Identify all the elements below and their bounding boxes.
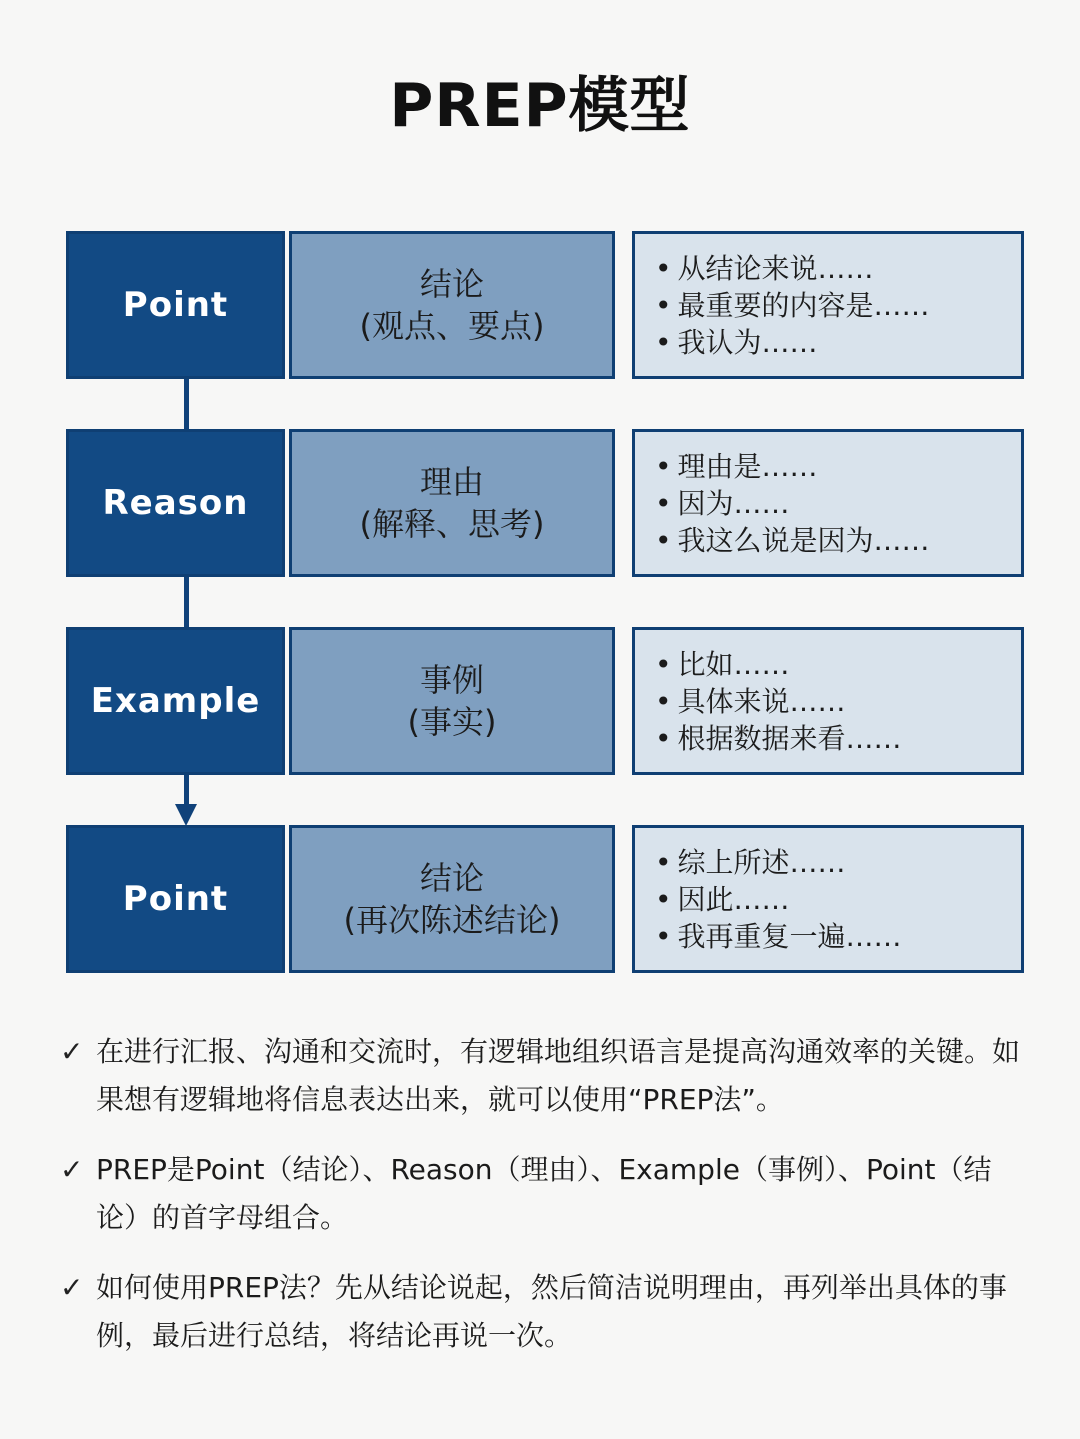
check-icon: ✓ [60,1271,84,1304]
meaning-title: 结论 [419,265,484,303]
note-item [60,1146,1030,1242]
phrase-item: • 最重要的内容是…… [655,287,930,324]
note-text: 如何使用PREP法？先从结论说起，然后简洁说明理由，再列举出具体的事例，最后进行总结，将结论再说一次。 [96,1271,1007,1352]
meaning-title: 理由 [419,463,484,501]
phrase-item: • 具体来说…… [655,683,902,720]
phrase-box [632,231,1024,379]
phrase-item: • 我认为…… [655,324,930,361]
note-item [60,1264,1030,1360]
phrase-item: • 比如…… [655,646,902,683]
phrase-item: • 根据数据来看…… [655,720,902,757]
meaning-title: 事例 [419,661,484,699]
check-icon: ✓ [60,1035,84,1068]
phrase-item: • 我这么说是因为…… [655,522,930,559]
arrow-down-icon [175,804,197,826]
label-box: Point [66,825,285,973]
meaning-box [289,429,615,577]
label-box: Reason [66,429,285,577]
connector-line-1 [184,379,189,433]
prep-row-reason [66,429,1024,577]
phrase-list [655,250,930,361]
phrase-item: • 我再重复一遍…… [655,918,902,955]
label-box: Example [66,627,285,775]
connector-line-3 [184,775,189,807]
prep-row-point [66,231,1024,379]
notes-section [60,1028,1030,1382]
phrase-box [632,825,1024,973]
meaning-box [289,825,615,973]
phrase-list [655,844,902,955]
meaning-box [289,231,615,379]
page-title: PREP模型 [389,71,691,141]
prep-row-example [66,627,1024,775]
note-item [60,1028,1030,1124]
phrase-box [632,429,1024,577]
meaning-detail: (再次陈述结论) [343,901,561,939]
phrase-item: • 因为…… [655,485,930,522]
meaning-detail: (事实) [407,703,497,741]
phrase-list [655,646,902,757]
meaning-box [289,627,615,775]
meaning-detail: (解释、思考) [359,505,545,543]
note-text: PREP是Point（结论）、Reason（理由）、Example（事例）、Point（结论）的首字母组合。 [96,1153,992,1234]
phrase-item: • 从结论来说…… [655,250,930,287]
prep-row-point-final [66,825,1024,973]
phrase-item: • 因此…… [655,881,902,918]
label-box: Point [66,231,285,379]
note-text: 在进行汇报、沟通和交流时，有逻辑地组织语言是提高沟通效率的关键。如果想有逻辑地将信息表达出来，就可以使用“PREP法”。 [96,1035,1021,1116]
meaning-detail: (观点、要点) [359,307,545,345]
phrase-item: • 综上所述…… [655,844,902,881]
phrase-item: • 理由是…… [655,448,930,485]
phrase-list [655,448,930,559]
check-icon: ✓ [60,1153,84,1186]
phrase-box [632,627,1024,775]
meaning-title: 结论 [419,859,484,897]
connector-line-2 [184,577,189,631]
